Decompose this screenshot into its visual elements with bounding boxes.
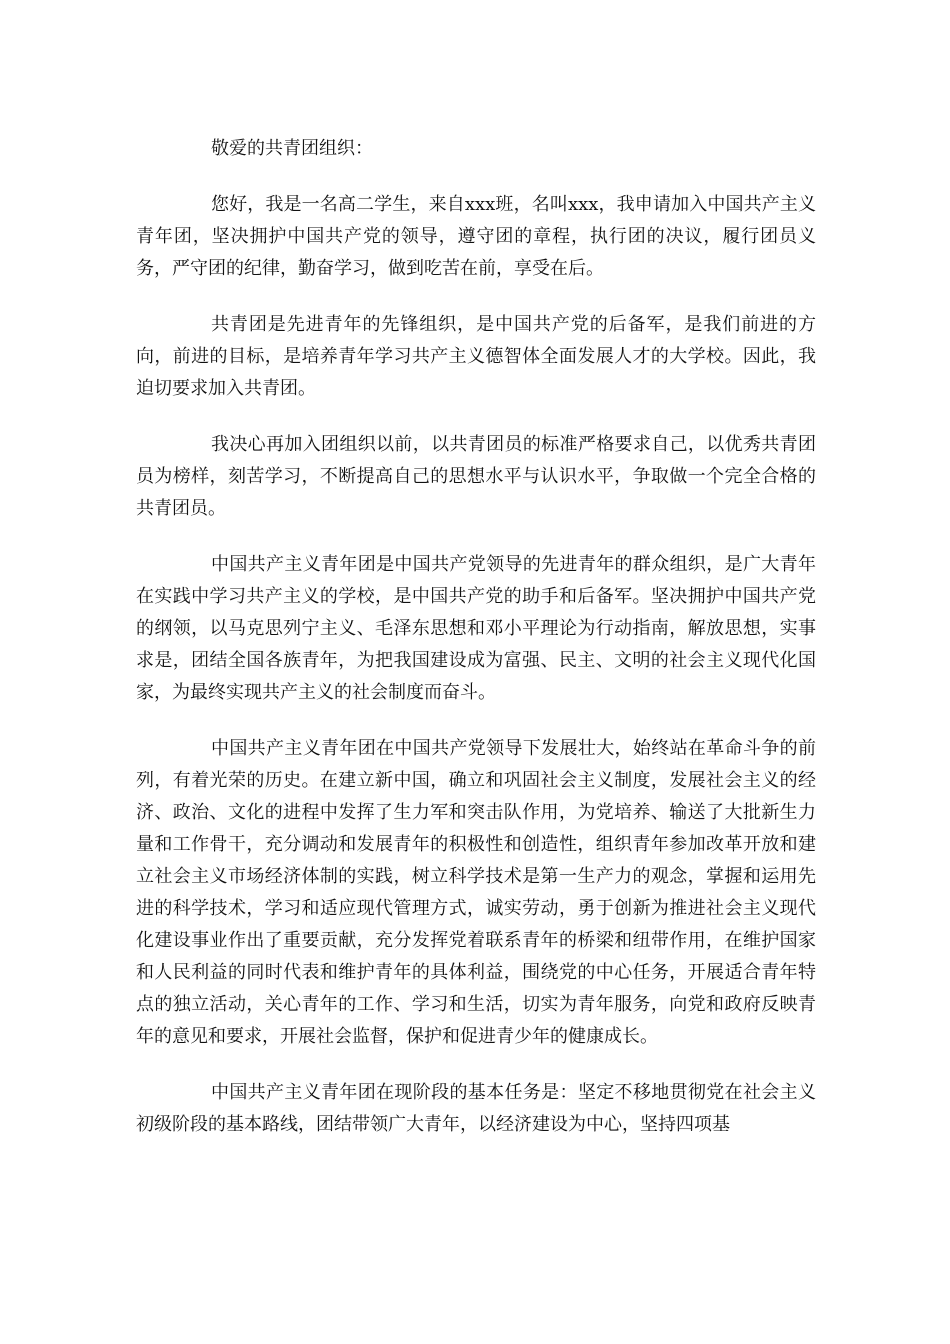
paragraph-intro: 您好，我是一名高二学生，来自xxx班，名叫xxx，我申请加入中国共产主义青年团，坚决拥护中国共产党的领导，遵守团的章程，执行团的决议，履行团员义务，严守团的纪律，勤奋学习，做到吃苦在前，享受在后。 (136, 194, 816, 279)
paragraph-league-vanguard: 共青团是先进青年的先锋组织，是中国共产党的后备军，是我们前进的方向，前进的目标，是培养青年学习共产主义德智体全面发展人才的大学校。因此，我迫切要求加入共青团。 (136, 314, 816, 399)
letter-greeting: 敬爱的共青团组织： (211, 138, 373, 159)
paragraph-basic-tasks: 中国共产主义青年团在现阶段的基本任务是：坚定不移地贯彻党在社会主义初级阶段的基本路线，团结带领广大青年，以经济建设为中心，坚持四项基 (136, 1082, 816, 1135)
paragraph-league-history: 中国共产主义青年团在中国共产党领导下发展壮大，始终站在革命斗争的前列，有着光荣的历史。在建立新中国，确立和巩固社会主义制度，发展社会主义的经济、政治、文化的进程中发挥了生力军和突击队作用，为党培养、输送了大批新生力量和工作骨干，充分调动和发展青年的积极性和创造性，组织青年参加改革开放和建立社会主义市场经济体制的实践，树立科学技术是第一生产力的观念，掌握和运用先进的科学技术，学习和适应现代管理方式，诚实劳动，勇于创新为推进社会主义现代化建设事业作出了重要贡献，充分发挥党着联系青年的桥梁和纽带作用，在维护国家和人民利益的同时代表和维护青年的具体利益，围绕党的中心任务，开展适合青年特点的独立活动，关心青年的工作、学习和生活，切实为青年服务，向党和政府反映青年的意见和要求，开展社会监督，保护和促进青少年的健康成长。 (136, 738, 816, 1047)
letter-body (136, 133, 816, 1165)
paragraph-determination: 我决心再加入团组织以前，以共青团员的标准严格要求自己，以优秀共青团员为榜样，刻苦学习，不断提高自己的思想水平与认识水平，争取做一个完全合格的共青团员。 (136, 434, 816, 519)
paragraph-league-nature: 中国共产主义青年团是中国共产党领导的先进青年的群众组织，是广大青年在实践中学习共产主义的学校，是中国共产党的助手和后备军。坚决拥护中国共产党的纲领，以马克思列宁主义、毛泽东思想和邓小平理论为行动指南，解放思想，实事求是，团结全国各族青年，为把我国建设成为富强、民主、文明的社会主义现代化国家，为最终实现共产主义的社会制度而奋斗。 (136, 554, 816, 703)
